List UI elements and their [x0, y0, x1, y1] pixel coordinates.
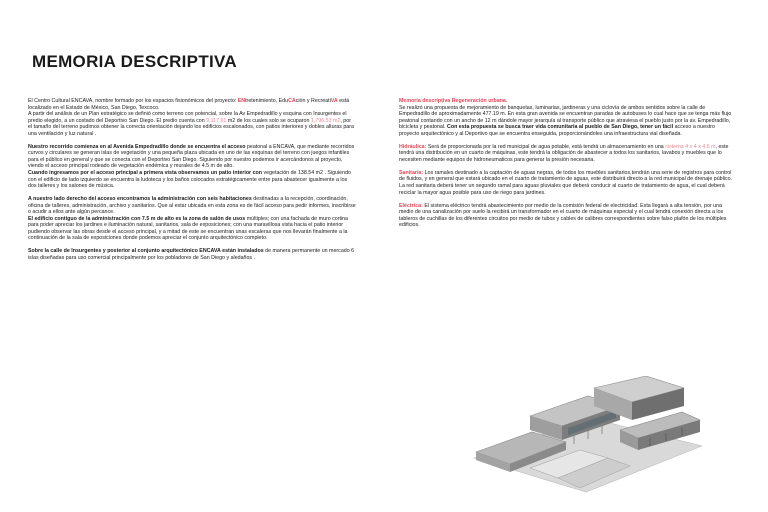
site-paragraph: A partir del análisis de un Plan estratégico se definió como terreno con potencial, sobre la Av Empedradillo y esquina con Insurgentes el predio elegido, a un costado del Deportivo San Diego. El predio cuenta con 9,117.61 m2 de los cuales solo se ocuparon 1,796.53 m2, por el tamaño del terreno pudimos obtener la correcta orientación dejando los edificios escalonados, con patios interiores y dobles alturas para una ventilación y luz natural . [28, 111, 354, 137]
intro-paragraph: El Centro Cultural ENCAVA, nombre formado por los espacios fisionómicos del proyecto: ENtretenimiento, EduCAción y RecreatiVA está localizado en el Estado de México, San Diego, Texcoco. [28, 98, 350, 111]
sanitary-section: Sanitaria: Los ramales destinado a la captación de aguas negras, de todos los muebles sanitarios,tendrán una serie de registros para control de fluidos, y en general que estará ubicado en el cuarto de tratamiento de aguas, este distribuirá directo a la red municipal de drenaje público. La red sanitaria deberá tener un segundo ramal para aguas pluviales que deberá conducir al cuarto de tratamiento de agua, el cual deberá reciclar la mayor agua posible para uso de riego para jardines. [399, 169, 733, 196]
left-column [28, 98, 356, 262]
patio-paragraph: Cuando ingresamos por el acceso principal a primera vista observamos un patio interior con vegetación de 138.54 m2 . Siguiendo con el edificio de lado izquierdo se encuentra la ludoteca y los baños colocados estratégicamente entre para abastecer igualmente a los dos talleres y los salones de música. [28, 169, 351, 190]
route-paragraph: Nuestro recorrido comienza en al Avenida Empedradillo donde se encuentra el acceso peatonal a ENCAVA, que mediante recorridos curvos y circulares se generan islas de vegetación y una pequeña plaza ubicada en uno de las esquinas del terreno con juegos infantiles para el público en general y que se conecta con el Deportivo San Diego. Siguiendo por nuestro podemos ir acercándonos al proyecto, viendo el acceso principal rodeado de vegetación endémica y murales de 4.5 m de alto. [28, 143, 355, 170]
building-render-image [470, 376, 704, 494]
multipurpose-paragraph: El edificio contiguo de la administración con 7.5 m de alto es la zona de salón de usos múltiples; con una fachada de muro cortina para poder apreciar los jardines e iluminación natural, sanitarios, sala de exposiciones; con una maravillosa vista hacia el patio interior pudiendo observar las obras desde el acceso principal, y a mitad de este se encuentran unas escaleras que nos llevarán finalmente a la continuación de la sala de exposiciones donde podemos apreciar el conjunto arquitectónico completo. [28, 215, 349, 242]
urban-regeneration-section: Memoria descriptiva Regeneración urbana. Se realizó una propuesta de mejoramiento de banquetas, luminarias, jardineras y una ciclovía de ambos sentidos sobre la calle de Empedradillo de aproximadamente 477.19 m. En esta gran avenida se encuentran paradas de autobuses lo cual hace que se tenga más flujo peatonal contando con un ancho de 12 m dándole mayor jerarquía al transporte público que atraviesa el pueblo justo por la av. Empedradillo, bicicleta y peatonal. Con esta propuesta se busca traer vida comunitaria al pueblo de San Diego, tener un fácil acceso a nuestro proyecto arquitectónico y al Deportivo que se encuentra enseguida, proporcionándoles una infraestructura vial diseñada. [399, 98, 732, 137]
right-column [399, 98, 735, 229]
page-title: MEMORIA DESCRIPTIVA [32, 52, 237, 71]
market-paragraph: Sobre la calle de Insurgentes y posterior al conjunto arquitectónico ENCAVA están instalados de manera permanente un mercado 6 islas diseñadas para uso comercial principalmente por los pobladores de San Diego y aledaños . [28, 248, 355, 261]
electrical-section: Eléctrica: El sistema eléctrico tendrá abastecimiento por medio de la comisión federal de electricidad. Esta llegará a alta tensión, por una medio de una canalización por suelo la recibirá un transformador en el cuarto de máquinas especial y el cual tendrá conexión directa a los tableros de cuchillas de los diferentes circuitos por medio de tubos y cables de calibres correspondientes sobre falso plafón de los múltiples edificios. [399, 202, 727, 229]
administration-paragraph: A nuestro lado derecho del acceso encontramos la administración con seis habitaciones destinadas a la recepción, coordinación, oficina de talleres, administración, archivo y sanitarios. Que al estar ubicada en esta zona es de fácil acceso para pedir informes, inscribirse o acudir a ellos ante algún percance. [28, 196, 356, 216]
hydraulic-section: Hidráulica: Será de proporcionada por la red municipal de agua potable, está tendrá un almacenamiento en una cisterna 4 x 4 x 4.5 m, este tendrá una distribución en un cuarto de máquinas, este tendrá la obligación de abastecer a todos los sanitarios, lavabos y muebles que lo necesiten mediante equipos de hidroneumaticos para generar la presión necesaria. [399, 143, 729, 163]
